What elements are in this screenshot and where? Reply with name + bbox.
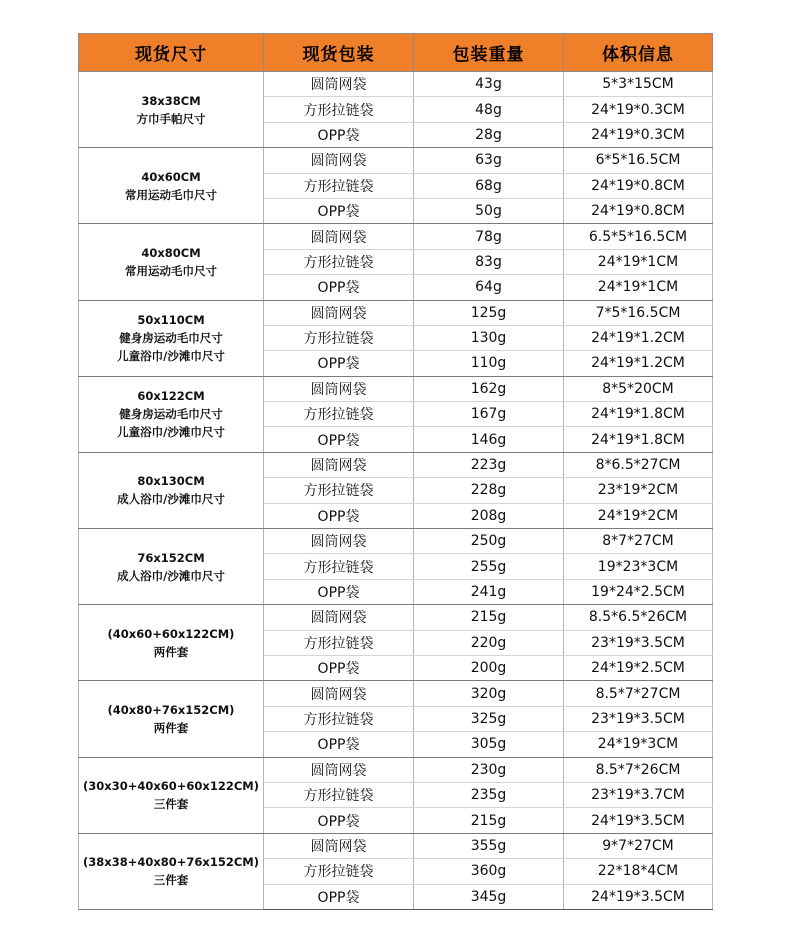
volume-cell: 5*3*15CM bbox=[564, 72, 713, 97]
size-dimensions: 60x122CM bbox=[137, 389, 205, 404]
size-dimensions: (40x80+76x152CM) bbox=[107, 702, 235, 717]
packaging-cell: 圆筒网袋 bbox=[264, 300, 414, 325]
volume-cell: 24*19*3.5CM bbox=[564, 808, 713, 833]
packaging-cell: 圆筒网袋 bbox=[264, 605, 414, 630]
volume-cell: 8.5*6.5*26CM bbox=[564, 605, 713, 630]
volume-cell: 24*19*1.2CM bbox=[564, 325, 713, 350]
size-cell bbox=[79, 376, 264, 452]
packaging-cell: OPP袋 bbox=[264, 884, 414, 909]
table-row bbox=[79, 376, 713, 401]
packaging-cell: 方形拉链袋 bbox=[264, 402, 414, 427]
weight-cell: 208g bbox=[414, 503, 564, 528]
volume-cell: 6*5*16.5CM bbox=[564, 148, 713, 173]
packaging-cell: OPP袋 bbox=[264, 351, 414, 376]
packaging-cell: 圆筒网袋 bbox=[264, 529, 414, 554]
header-packaging: 现货包装 bbox=[264, 34, 414, 72]
packaging-cell: 方形拉链袋 bbox=[264, 706, 414, 731]
weight-cell: 255g bbox=[414, 554, 564, 579]
packaging-cell: 圆筒网袋 bbox=[264, 833, 414, 858]
table-row bbox=[79, 72, 713, 97]
volume-cell: 24*19*1.8CM bbox=[564, 427, 713, 452]
packaging-cell: OPP袋 bbox=[264, 275, 414, 300]
weight-cell: 220g bbox=[414, 630, 564, 655]
size-dimensions: (40x60+60x122CM) bbox=[107, 626, 235, 641]
weight-cell: 125g bbox=[414, 300, 564, 325]
packaging-cell: 方形拉链袋 bbox=[264, 782, 414, 807]
volume-cell: 23*19*2CM bbox=[564, 478, 713, 503]
weight-cell: 64g bbox=[414, 275, 564, 300]
size-cell bbox=[79, 605, 264, 681]
volume-cell: 23*19*3.5CM bbox=[564, 630, 713, 655]
table-row bbox=[79, 681, 713, 706]
spec-table bbox=[78, 33, 713, 910]
volume-cell: 19*23*3CM bbox=[564, 554, 713, 579]
weight-cell: 43g bbox=[414, 72, 564, 97]
packaging-cell: OPP袋 bbox=[264, 732, 414, 757]
packaging-cell: 圆筒网袋 bbox=[264, 452, 414, 477]
table-row bbox=[79, 833, 713, 858]
size-description: 三件套 bbox=[153, 797, 189, 812]
size-description: 两件套 bbox=[153, 644, 189, 659]
packaging-cell: 圆筒网袋 bbox=[264, 148, 414, 173]
packaging-cell: 方形拉链袋 bbox=[264, 554, 414, 579]
size-description: 健身房运动毛巾尺寸 bbox=[119, 331, 223, 346]
weight-cell: 110g bbox=[414, 351, 564, 376]
size-description: 成人浴巾/沙滩巾尺寸 bbox=[117, 492, 225, 507]
packaging-cell: 方形拉链袋 bbox=[264, 859, 414, 884]
size-cell bbox=[79, 224, 264, 300]
packaging-cell: OPP袋 bbox=[264, 503, 414, 528]
volume-cell: 22*18*4CM bbox=[564, 859, 713, 884]
packaging-cell: 方形拉链袋 bbox=[264, 97, 414, 122]
weight-cell: 162g bbox=[414, 376, 564, 401]
size-cell bbox=[79, 757, 264, 833]
volume-cell: 24*19*1CM bbox=[564, 275, 713, 300]
packaging-cell: OPP袋 bbox=[264, 655, 414, 680]
packaging-cell: OPP袋 bbox=[264, 808, 414, 833]
size-description: 健身房运动毛巾尺寸 bbox=[119, 407, 223, 422]
size-description: 两件套 bbox=[153, 720, 189, 735]
table-row bbox=[79, 529, 713, 554]
weight-cell: 130g bbox=[414, 325, 564, 350]
weight-cell: 355g bbox=[414, 833, 564, 858]
table-row bbox=[79, 300, 713, 325]
size-description: 成人浴巾/沙滩巾尺寸 bbox=[117, 568, 225, 583]
weight-cell: 83g bbox=[414, 249, 564, 274]
weight-cell: 215g bbox=[414, 808, 564, 833]
packaging-cell: 方形拉链袋 bbox=[264, 630, 414, 655]
packaging-cell: OPP袋 bbox=[264, 579, 414, 604]
size-dimensions: (30x30+40x60+60x122CM) bbox=[83, 779, 259, 794]
size-dimensions: 76x152CM bbox=[137, 550, 205, 565]
weight-cell: 235g bbox=[414, 782, 564, 807]
weight-cell: 28g bbox=[414, 122, 564, 147]
weight-cell: 325g bbox=[414, 706, 564, 731]
volume-cell: 9*7*27CM bbox=[564, 833, 713, 858]
size-cell bbox=[79, 681, 264, 757]
weight-cell: 305g bbox=[414, 732, 564, 757]
size-cell bbox=[79, 833, 264, 909]
size-dimensions: 38x38CM bbox=[141, 93, 201, 108]
weight-cell: 230g bbox=[414, 757, 564, 782]
packaging-cell: OPP袋 bbox=[264, 427, 414, 452]
packaging-cell: 方形拉链袋 bbox=[264, 325, 414, 350]
volume-cell: 8*5*20CM bbox=[564, 376, 713, 401]
volume-cell: 24*19*2.5CM bbox=[564, 655, 713, 680]
weight-cell: 146g bbox=[414, 427, 564, 452]
volume-cell: 24*19*0.8CM bbox=[564, 173, 713, 198]
size-description: 儿童浴巾/沙滩巾尺寸 bbox=[117, 425, 225, 440]
packaging-cell: 圆筒网袋 bbox=[264, 72, 414, 97]
packaging-cell: OPP袋 bbox=[264, 198, 414, 223]
volume-cell: 24*19*0.3CM bbox=[564, 122, 713, 147]
size-cell bbox=[79, 72, 264, 148]
weight-cell: 63g bbox=[414, 148, 564, 173]
table-body bbox=[79, 72, 713, 910]
weight-cell: 215g bbox=[414, 605, 564, 630]
weight-cell: 320g bbox=[414, 681, 564, 706]
weight-cell: 50g bbox=[414, 198, 564, 223]
volume-cell: 24*19*0.8CM bbox=[564, 198, 713, 223]
table-row bbox=[79, 452, 713, 477]
volume-cell: 24*19*0.3CM bbox=[564, 97, 713, 122]
weight-cell: 250g bbox=[414, 529, 564, 554]
volume-cell: 19*24*2.5CM bbox=[564, 579, 713, 604]
size-cell bbox=[79, 148, 264, 224]
size-dimensions: 50x110CM bbox=[137, 313, 205, 328]
volume-cell: 24*19*1CM bbox=[564, 249, 713, 274]
volume-cell: 8*7*27CM bbox=[564, 529, 713, 554]
header-size: 现货尺寸 bbox=[79, 34, 264, 72]
size-description: 方巾手帕尺寸 bbox=[136, 111, 206, 126]
table-row bbox=[79, 757, 713, 782]
packaging-cell: 方形拉链袋 bbox=[264, 478, 414, 503]
size-cell bbox=[79, 529, 264, 605]
volume-cell: 8.5*7*26CM bbox=[564, 757, 713, 782]
volume-cell: 24*19*1.8CM bbox=[564, 402, 713, 427]
packaging-cell: 方形拉链袋 bbox=[264, 173, 414, 198]
weight-cell: 228g bbox=[414, 478, 564, 503]
size-description: 三件套 bbox=[153, 873, 189, 888]
weight-cell: 360g bbox=[414, 859, 564, 884]
volume-cell: 24*19*3CM bbox=[564, 732, 713, 757]
size-description: 常用运动毛巾尺寸 bbox=[125, 263, 217, 278]
weight-cell: 68g bbox=[414, 173, 564, 198]
size-description: 常用运动毛巾尺寸 bbox=[125, 187, 217, 202]
size-dimensions: 40x80CM bbox=[141, 245, 201, 260]
size-dimensions: 80x130CM bbox=[137, 474, 205, 489]
weight-cell: 241g bbox=[414, 579, 564, 604]
size-dimensions: 40x60CM bbox=[141, 169, 201, 184]
volume-cell: 24*19*2CM bbox=[564, 503, 713, 528]
volume-cell: 6.5*5*16.5CM bbox=[564, 224, 713, 249]
weight-cell: 48g bbox=[414, 97, 564, 122]
table-row bbox=[79, 605, 713, 630]
volume-cell: 7*5*16.5CM bbox=[564, 300, 713, 325]
size-dimensions: (38x38+40x80+76x152CM) bbox=[83, 855, 259, 870]
packaging-cell: 圆筒网袋 bbox=[264, 681, 414, 706]
weight-cell: 200g bbox=[414, 655, 564, 680]
volume-cell: 23*19*3.7CM bbox=[564, 782, 713, 807]
table-header bbox=[79, 34, 713, 72]
weight-cell: 223g bbox=[414, 452, 564, 477]
packaging-cell: 圆筒网袋 bbox=[264, 224, 414, 249]
packaging-cell: 圆筒网袋 bbox=[264, 757, 414, 782]
size-cell bbox=[79, 300, 264, 376]
weight-cell: 78g bbox=[414, 224, 564, 249]
header-weight: 包装重量 bbox=[414, 34, 564, 72]
packaging-cell: 圆筒网袋 bbox=[264, 376, 414, 401]
size-cell bbox=[79, 452, 264, 528]
weight-cell: 345g bbox=[414, 884, 564, 909]
volume-cell: 8*6.5*27CM bbox=[564, 452, 713, 477]
weight-cell: 167g bbox=[414, 402, 564, 427]
size-description: 儿童浴巾/沙滩巾尺寸 bbox=[117, 349, 225, 364]
packaging-cell: 方形拉链袋 bbox=[264, 249, 414, 274]
volume-cell: 24*19*1.2CM bbox=[564, 351, 713, 376]
table-row bbox=[79, 224, 713, 249]
table-row bbox=[79, 148, 713, 173]
volume-cell: 23*19*3.5CM bbox=[564, 706, 713, 731]
volume-cell: 24*19*3.5CM bbox=[564, 884, 713, 909]
header-row bbox=[79, 34, 713, 72]
packaging-cell: OPP袋 bbox=[264, 122, 414, 147]
header-volume: 体积信息 bbox=[564, 34, 713, 72]
volume-cell: 8.5*7*27CM bbox=[564, 681, 713, 706]
